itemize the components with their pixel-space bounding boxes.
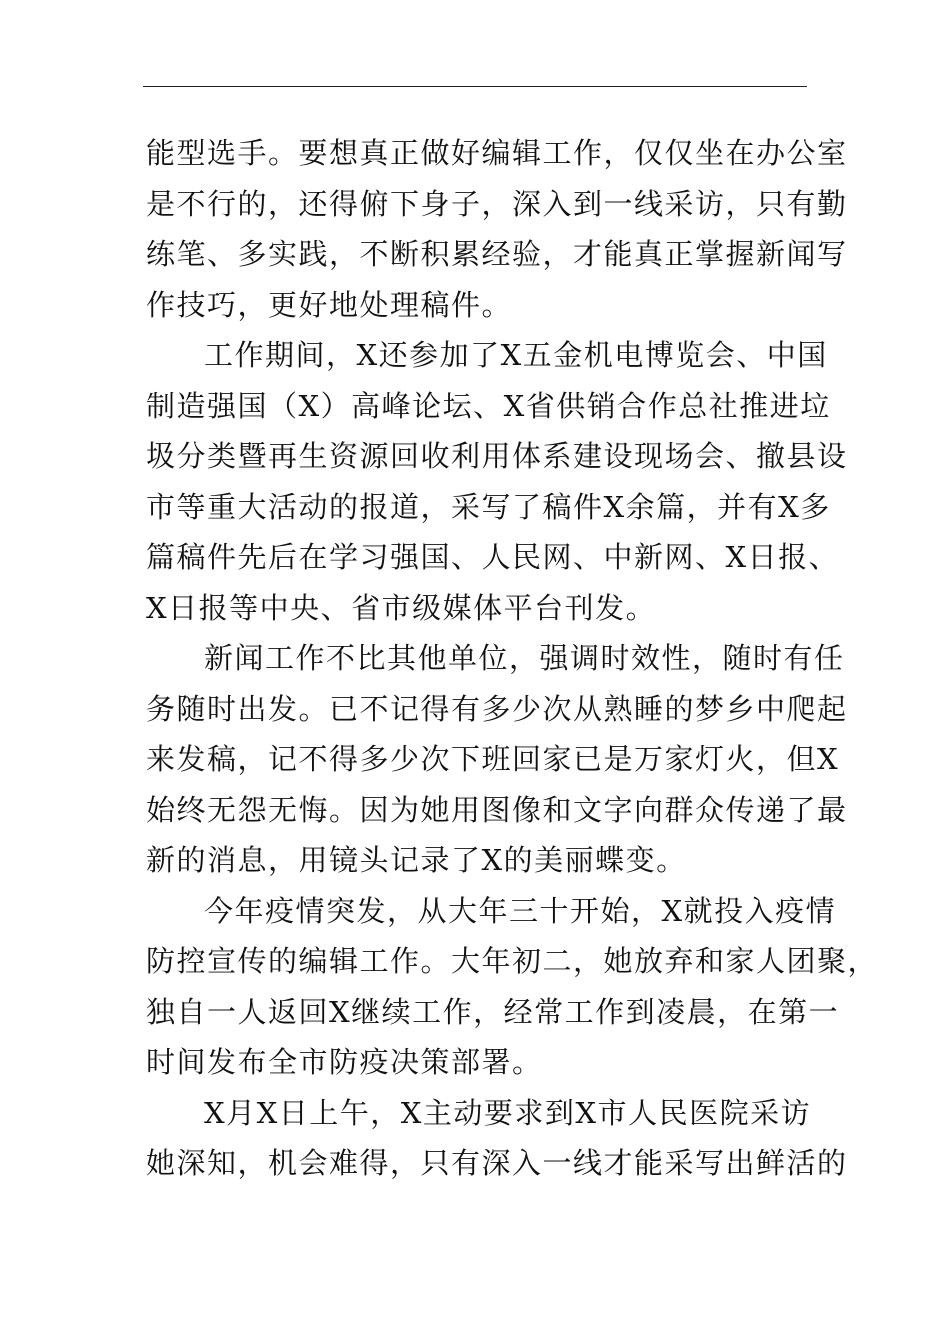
text-line: 制造强国（X）高峰论坛、X省供销合作总社推进垃	[146, 388, 831, 423]
paragraph-2	[146, 330, 848, 633]
text-line: X月X日上午，X主动要求到X市人民医院采访	[204, 1095, 812, 1130]
text-line: 今年疫情突发，从大年三十开始，X就投入疫情	[204, 893, 837, 928]
text-line: 防控宣传的编辑工作。大年初二，她放弃和家人团聚，	[146, 944, 879, 978]
text-line: 圾分类暨再生资源回收利用体系建设现场会、撤县设	[146, 439, 848, 473]
paragraph-4	[146, 886, 879, 1088]
text-line: 练笔、多实践，不断积累经验，才能真正掌握新闻写	[146, 237, 848, 271]
document-body	[146, 128, 879, 1189]
text-line: 市等重大活动的报道，采写了稿件X余篇，并有X多	[146, 489, 831, 524]
text-line: 务随时出发。已不记得有多少次从熟睡的梦乡中爬起	[146, 691, 848, 726]
text-line: X日报等中央、省市级媒体平台刊发。	[146, 590, 657, 625]
text-line: 是不行的，还得俯下身子，深入到一线采访，只有勤	[146, 186, 848, 221]
text-line: 能型选手。要想真正做好编辑工作，仅仅坐在办公室	[146, 136, 848, 170]
text-line: 篇稿件先后在学习强国、人民网、中新网、X日报、	[146, 540, 840, 574]
text-line: 来发稿，记不得多少次下班回家已是万家灯火，但X	[146, 742, 840, 776]
paragraph-3	[146, 633, 848, 886]
text-line: 工作期间，X还参加了X五金机电博览会、中国	[204, 338, 828, 372]
text-line: 新闻工作不比其他单位，强调时效性，随时有任	[204, 641, 845, 675]
text-line: 始终无怨无悔。因为她用图像和文字向群众传递了最	[146, 792, 848, 827]
paragraph-1	[146, 128, 848, 330]
text-line: 作技巧，更好地处理稿件。	[146, 287, 513, 322]
text-line: 她深知，机会难得，只有深入一线才能采写出鲜活的	[146, 1146, 848, 1180]
paragraph-5	[146, 1088, 848, 1189]
text-line: 时间发布全市防疫决策部署。	[146, 1045, 543, 1079]
text-line: 独自一人返回X继续工作，经常工作到凌晨，在第一	[146, 994, 840, 1029]
header-rule	[143, 86, 807, 87]
text-line: 新的消息，用镜头记录了X的美丽蝶变。	[146, 843, 687, 877]
